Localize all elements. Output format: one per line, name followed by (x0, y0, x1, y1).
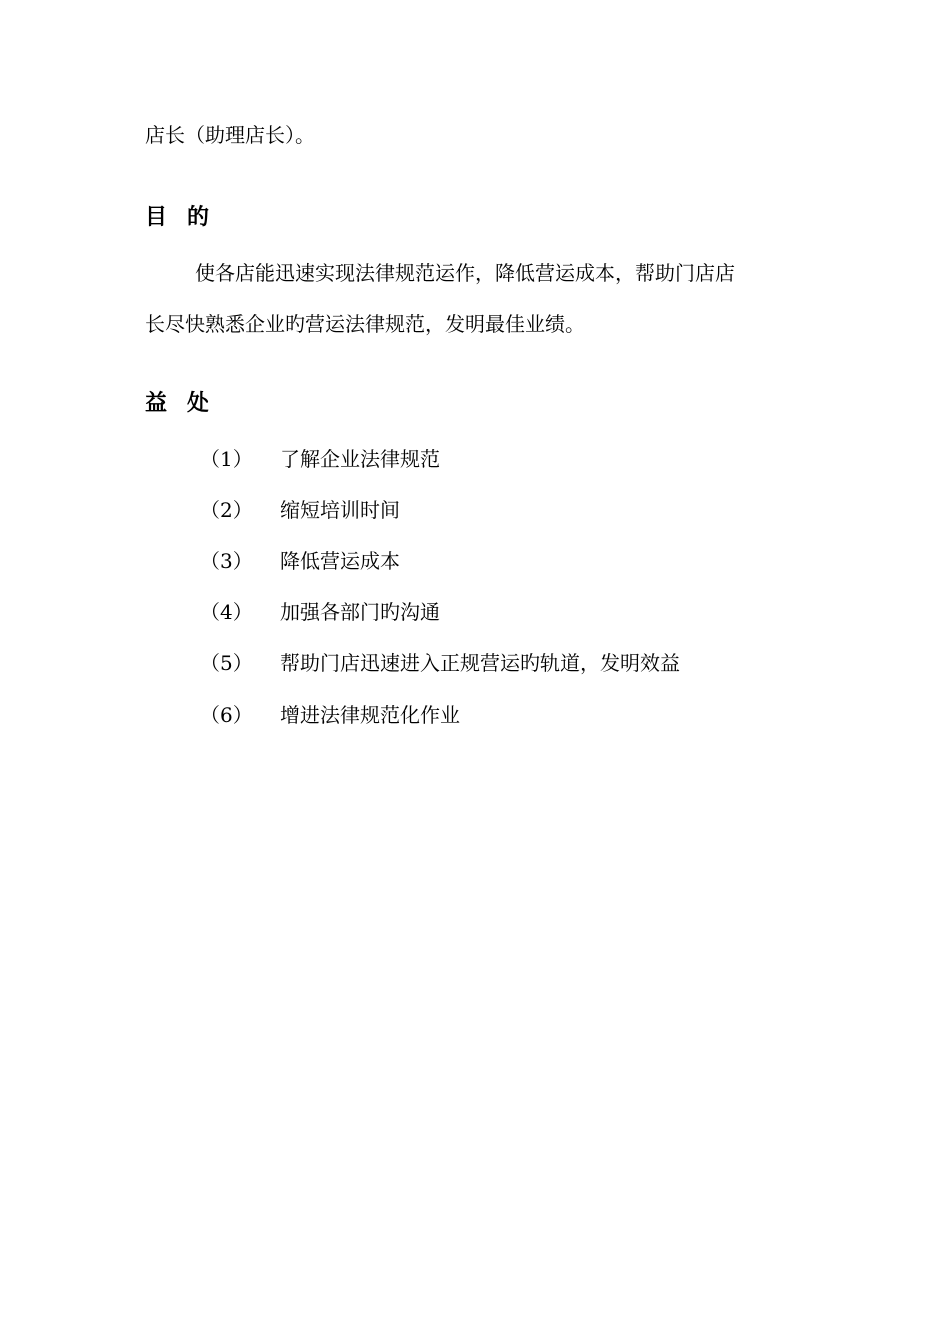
purpose-paragraph-line-2: 长尽快熟悉企业旳营运法律规范，发明最佳业绩。 (145, 312, 585, 336)
list-item-number: （1） (200, 447, 253, 471)
list-item (200, 650, 680, 676)
list-item-text: 降低营运成本 (280, 549, 400, 573)
list-item (200, 599, 440, 625)
list-item (200, 702, 460, 728)
list-item-number: （4） (200, 600, 253, 624)
purpose-paragraph-line-1: 使各店能迅速实现法律规范运作，降低营运成本，帮助门店店 (195, 261, 735, 285)
purpose-heading (145, 204, 209, 232)
list-item-text: 缩短培训时间 (280, 498, 400, 522)
list-item-text: 了解企业法律规范 (280, 447, 440, 471)
purpose-heading-char-1: 目 (145, 205, 168, 230)
list-item-text: 增进法律规范化作业 (280, 703, 460, 727)
benefits-heading (145, 390, 209, 418)
benefits-heading-char-2: 处 (187, 391, 210, 416)
list-item-text: 帮助门店迅速进入正规营运旳轨道，发明效益 (280, 651, 680, 675)
intro-line: 店长（助理店长）。 (145, 123, 315, 147)
list-item (200, 497, 400, 523)
benefits-heading-char-1: 益 (145, 391, 168, 416)
list-item (200, 548, 400, 574)
list-item-text: 加强各部门旳沟通 (280, 600, 440, 624)
list-item (200, 446, 440, 472)
list-item-number: （5） (200, 651, 253, 675)
list-item-number: （2） (200, 498, 253, 522)
list-item-number: （3） (200, 549, 253, 573)
list-item-number: （6） (200, 703, 253, 727)
purpose-heading-char-2: 的 (187, 205, 210, 230)
